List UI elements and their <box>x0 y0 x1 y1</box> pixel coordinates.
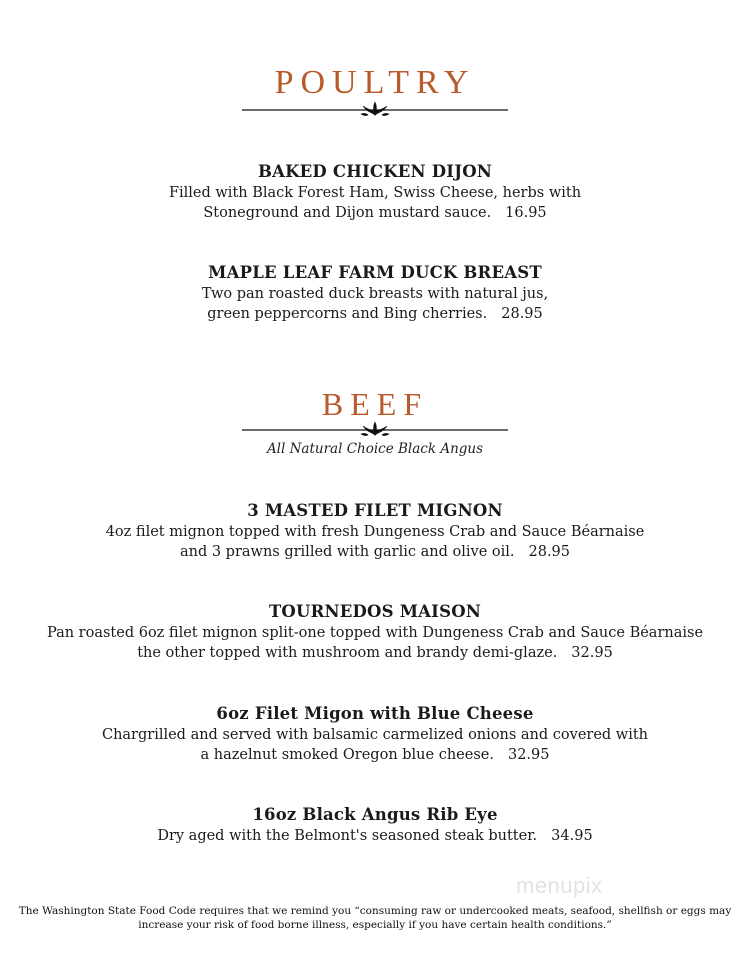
item-description: Pan roasted 6oz filet mignon split-one topped with Dungeness Crab and Sauce Béarnaise <box>46 625 704 641</box>
item-description: 4oz filet mignon topped with fresh Dungeness Crab and Sauce Béarnaise <box>105 524 645 540</box>
menupix-watermark: menupix <box>516 873 603 898</box>
item-description: and 3 prawns grilled with garlic and olive oil. <box>179 544 515 560</box>
menu-item <box>0 703 750 765</box>
item-description: a hazelnut smoked Oregon blue cheese. <box>200 747 494 763</box>
item-price: 28.95 <box>501 306 543 322</box>
item-name: MAPLE LEAF FARM DUCK BREAST <box>208 263 542 282</box>
beef-heading: BEEF <box>321 386 429 422</box>
menu-item <box>0 262 750 324</box>
item-name: TOURNEDOS MAISON <box>268 602 482 621</box>
ornament-divider-icon <box>242 100 508 120</box>
item-name: 3 MASTED FILET MIGNON <box>247 501 503 520</box>
item-name: BAKED CHICKEN DIJON <box>257 162 493 181</box>
item-description: Filled with Black Forest Ham, Swiss Cheese, herbs with <box>168 185 582 201</box>
item-price: 16.95 <box>505 205 547 221</box>
item-description: green peppercorns and Bing cherries. <box>207 306 488 322</box>
menu-item <box>0 161 750 223</box>
ornament-divider-icon <box>242 420 508 440</box>
item-description: Chargrilled and served with balsamic carmelized onions and covered with <box>101 727 649 743</box>
item-price: 28.95 <box>528 544 571 560</box>
item-price: 32.95 <box>507 747 550 763</box>
menu-item <box>0 601 750 663</box>
disclaimer-line: increase your risk of food borne illness, especially if you have certain health conditions.” <box>138 919 612 931</box>
item-price: 34.95 <box>551 828 593 844</box>
item-description: Stoneground and Dijon mustard sauce. <box>203 205 492 221</box>
disclaimer-line: The Washington State Food Code requires that we remind you “consuming raw or undercooked meats, seafood, shellfish or eggs may <box>18 905 732 917</box>
beef-subtitle: All Natural Choice Black Angus <box>266 441 484 457</box>
item-name: 16oz Black Angus Rib Eye <box>252 805 498 824</box>
item-price: 32.95 <box>571 645 613 661</box>
menu-item <box>0 500 750 562</box>
item-name: 6oz Filet Migon with Blue Cheese <box>216 704 534 723</box>
poultry-heading: POULTRY <box>274 64 476 101</box>
item-description: Two pan roasted duck breasts with natural jus, <box>201 286 549 302</box>
menu-item <box>0 804 750 846</box>
food-code-disclaimer <box>0 904 750 932</box>
item-description: Dry aged with the Belmont's seasoned steak butter. <box>157 828 538 844</box>
item-description: the other topped with mushroom and brandy demi-glaze. <box>137 645 558 661</box>
